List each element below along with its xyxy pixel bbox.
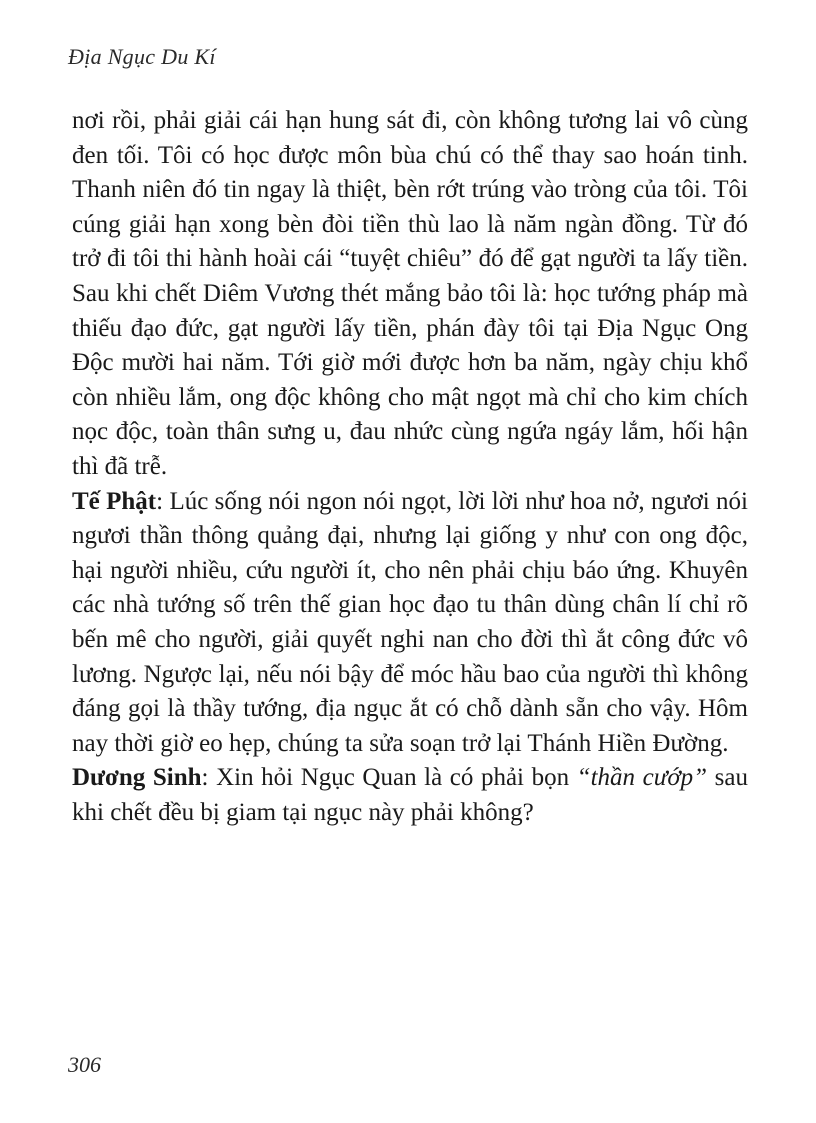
dialogue-text: : Xin hỏi Ngục Quan là có phải bọn [201, 764, 577, 792]
dialogue-text: : Lúc sống nói ngon nói ngọt, lời lời như hoa nở, ngươi nói ngươi thần thông quảng đại, nhưng lại giống y như con ong độc, hại người nhiều, cứu người ít, cho nên phải chịu báo ứng. Khuyên các nhà tướng số trên thế gian học đạo tu thân dùng chân lí chỉ rõ bến mê cho người, giải quyết nghi nan cho đời thì ắt công đức vô lương. Ngược lại, nếu nói bậy để móc hầu bao của người thì không đáng gọi là thầy tướng, địa ngục ắt có chỗ dành sẵn cho vậy. Hôm nay thời giờ eo hẹp, chúng ta sửa soạn trở lại Thánh Hiền Đường. [72, 487, 748, 757]
body-text [72, 104, 748, 830]
running-title: Địa Ngục Du Kí [68, 44, 216, 69]
speaker-name: Tế Phật [72, 487, 157, 515]
dialogue-text-end: sau khi chết đều bị giam tại ngục này phải không? [72, 764, 749, 826]
paragraph-narrative: nơi rồi, phải giải cái hạn hung sát đi, còn không tương lai vô cùng đen tối. Tôi có học được môn bùa chú có thể thay sao hoán tinh. Thanh niên đó tin ngay là thiệt, bèn rớt trúng vào tròng của tôi. Tôi cúng giải hạn xong bèn đòi tiền thù lao là năm ngàn đồng. Từ đó trở đi tôi thi hành hoài cái “tuyệt chiêu” đó để gạt người ta lấy tiền. Sau khi chết Diêm Vương thét mắng bảo tôi là: học tướng pháp mà thiếu đạo đức, gạt người lấy tiền, phán đày tôi tại Địa Ngục Ong Độc mười hai năm. Tới giờ mới được hơn ba năm, ngày chịu khổ còn nhiều lắm, ong độc không cho mật ngọt mà chỉ cho kim chích nọc độc, toàn thân sưng u, đau nhức cùng ngứa ngáy lắm, hối hận thì đã trễ. [72, 107, 748, 480]
paragraph-duong-sinh [72, 761, 748, 830]
emphasized-quote: “thần cướp” [576, 764, 708, 792]
speaker-name: Dương Sinh [72, 764, 202, 792]
paragraph-te-phat [72, 485, 748, 762]
page-number: 306 [68, 1052, 101, 1077]
